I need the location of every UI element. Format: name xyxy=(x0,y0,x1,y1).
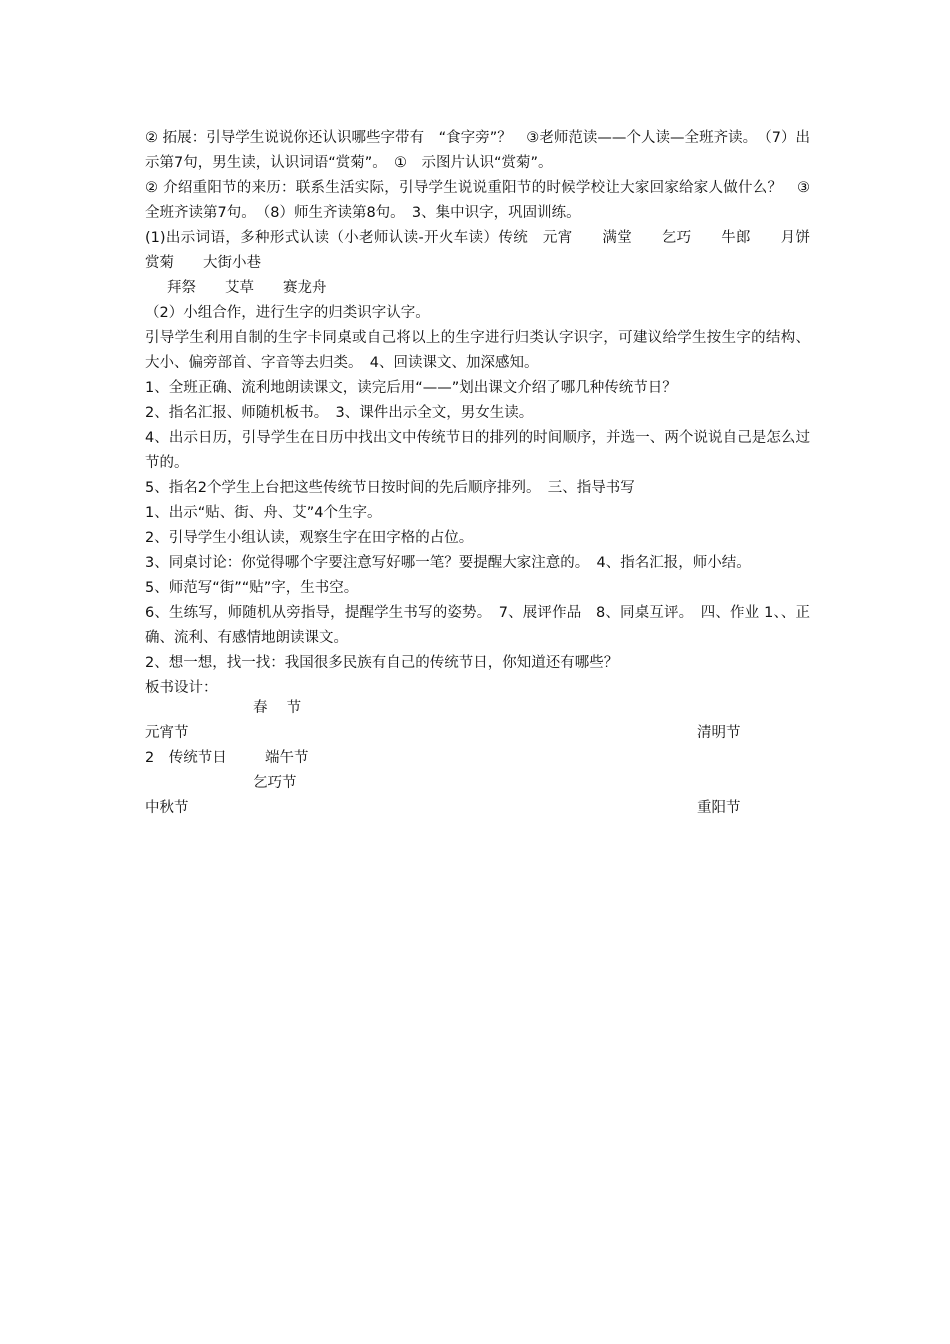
paragraph-word-reading: (1)出示词语，多种形式认读（小老师认读-开火车读）传统 元宵 满堂 乞巧 牛郎 月饼 赏菊 大街小巷 xyxy=(145,230,839,271)
board-duanwu: 端午节 xyxy=(265,750,309,766)
paragraph-step-2: 2、指名汇报、师随机板书。 3、课件出示全文，男女生读。 xyxy=(145,405,534,421)
paragraph-writing-5: 5、师范写“街”“贴”字，生书空。 xyxy=(145,580,359,596)
paragraph-writing-3: 3、同桌讨论：你觉得哪个字要注意写好哪一笔？要提醒大家注意的。 4、指名汇报，师小结。 xyxy=(145,555,751,571)
board-chunjie: 春 节 xyxy=(253,700,302,716)
paragraph-writing-2: 2、引导学生小组认读，观察生字在田字格的占位。 xyxy=(145,530,474,546)
board-qingming: 清明节 xyxy=(697,725,741,741)
paragraph-chongyang-origin: ② 介绍重阳节的来历：联系生活实际，引导学生说说重阳节的时候学校让大家回家给家人做什么？ ③全班齐读第7句。 （8）师生齐读第8句。 3、集中识字，巩固训练。 xyxy=(145,180,810,221)
lesson-text xyxy=(145,126,839,701)
board-design xyxy=(145,696,785,836)
paragraph-writing-6: 6、生练写，师随机从旁指导，提醒学生书写的姿势。 7、展评作品 8、同桌互评。 四、作业 1、、正确、流利、有感情地朗读课文。 xyxy=(145,605,810,646)
board-yuanxiao: 元宵节 xyxy=(145,725,189,741)
board-title: 2 传统节日 xyxy=(145,750,227,766)
paragraph-word-list-continued: 拜祭 艾草 赛龙舟 xyxy=(167,280,327,296)
paragraph-group-work: （2）小组合作，进行生字的归类识字认字。 xyxy=(145,305,430,321)
paragraph-writing-1: 1、出示“贴、街、舟、艾”4个生字。 xyxy=(145,505,382,521)
paragraph-step-1: 1、全班正确、流利地朗读课文，读完后用“——”划出课文介绍了哪几种传统节日？ xyxy=(145,380,677,396)
paragraph-step-5: 5、指名2个学生上台把这些传统节日按时间的先后顺序排列。 三、指导书写 xyxy=(145,480,635,496)
paragraph-step-4: 4、出示日历，引导学生在日历中找出文中传统节日的排列的时间顺序，并选一、两个说说自己是怎么过节的。 xyxy=(145,430,810,471)
board-qiqiao: 乞巧节 xyxy=(253,775,297,791)
board-zhongqiu: 中秋节 xyxy=(145,800,189,816)
paragraph-homework-2: 2、想一想，找一找：我国很多民族有自己的传统节日，你知道还有哪些？ xyxy=(145,655,619,671)
paragraph-board-design-heading: 板书设计： xyxy=(145,680,218,696)
paragraph-word-cards: 引导学生利用自制的生字卡同桌或自己将以上的生字进行归类认字识字，可建议给学生按生字的结构、大小、偏旁部首、字音等去归类。 4、回读课文、加深感知。 xyxy=(145,330,810,371)
board-chongyang: 重阳节 xyxy=(697,800,741,816)
paragraph-expansion: ② 拓展：引导学生说说你还认识哪些字带有 “食字旁”？ ③老师范读——个人读—全班齐读。 （7）出示第7句，男生读，认识词语“赏菊”。 ① 示图片认识“赏菊”。 xyxy=(145,130,810,171)
